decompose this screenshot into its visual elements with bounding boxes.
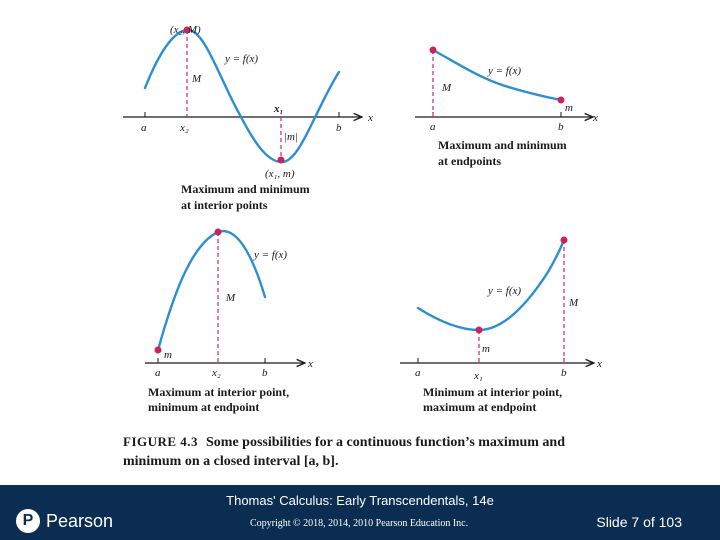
max-value-label: M [192, 73, 202, 85]
figure-text-line-2: minimum on a closed interval [a, b]. [123, 454, 339, 469]
curve-label: y = f(x) [254, 249, 288, 261]
min-point [558, 97, 565, 104]
max-point-label: (x₂, M) [170, 24, 201, 36]
max-point [430, 47, 437, 54]
panel-interior-min-endpoint-max [400, 237, 602, 415]
x1-label: x₁ [274, 103, 284, 115]
pearson-wordmark: Pearson [46, 510, 114, 531]
x-axis-label: x [308, 358, 313, 370]
slide-number: Slide 7 of 103 [596, 514, 682, 530]
x2-label: x₂ [212, 367, 221, 379]
min-point [155, 347, 162, 354]
x2-label: x₂ [180, 122, 189, 134]
panel-interior-max-min [123, 24, 373, 212]
a-label: a [430, 121, 436, 133]
curve-label: y = f(x) [488, 285, 522, 297]
b-label: b [336, 122, 342, 134]
curve-label: y = f(x) [488, 65, 522, 77]
figure-caption [123, 434, 565, 469]
max-value-label: M [226, 292, 236, 304]
figure-label: FIGURE 4.3 [123, 434, 199, 449]
min-value-label: |m| [284, 131, 298, 143]
panel-interior-max-endpoint-min [145, 229, 313, 415]
min-value-label: m [164, 349, 172, 361]
x-axis-label: x [593, 112, 598, 124]
figure-text-line-1: Some possibilities for a continuous function’s maximum and [206, 435, 565, 450]
x-axis-label: x [368, 112, 373, 124]
pearson-p-icon: P [16, 509, 40, 533]
caption-line-1: Maximum and minimum [438, 138, 567, 152]
min-value-label: m [482, 343, 490, 355]
pearson-logo [16, 509, 113, 533]
max-point [215, 229, 222, 236]
max-value-label: M [442, 82, 452, 94]
max-value-label: M [569, 297, 579, 309]
copyright-notice: Copyright © 2018, 2014, 2010 Pearson Education Inc. [250, 518, 469, 529]
b-label: b [262, 367, 268, 379]
min-point [278, 157, 285, 164]
min-point [476, 327, 483, 334]
function-curve [158, 231, 265, 350]
max-point [561, 237, 568, 244]
caption-line-1: Minimum at interior point, [423, 385, 563, 399]
x1-label: x₁ [474, 370, 483, 382]
slide-footer [0, 485, 720, 540]
a-label: a [415, 367, 421, 379]
b-label: b [561, 367, 567, 379]
function-curve [145, 30, 339, 162]
caption-line-2: at endpoints [438, 154, 502, 168]
min-value-label: m [565, 102, 573, 114]
course-title: Thomas' Calculus: Early Transcendentals, 14e [226, 493, 494, 508]
a-label: a [155, 367, 161, 379]
x-axis-label: x [597, 358, 602, 370]
min-point-label: (x₁, m) [265, 168, 295, 180]
caption-line-2: minimum at endpoint [148, 400, 260, 414]
b-label: b [558, 121, 564, 133]
caption-line-1: Maximum at interior point, [148, 385, 290, 399]
caption-line-2: at interior points [181, 198, 268, 212]
curve-label: y = f(x) [225, 53, 259, 65]
caption-line-1: Maximum and minimum [181, 182, 310, 196]
a-label: a [141, 122, 147, 134]
caption-line-2: maximum at endpoint [423, 400, 537, 414]
panel-endpoint-max-min [415, 47, 598, 169]
